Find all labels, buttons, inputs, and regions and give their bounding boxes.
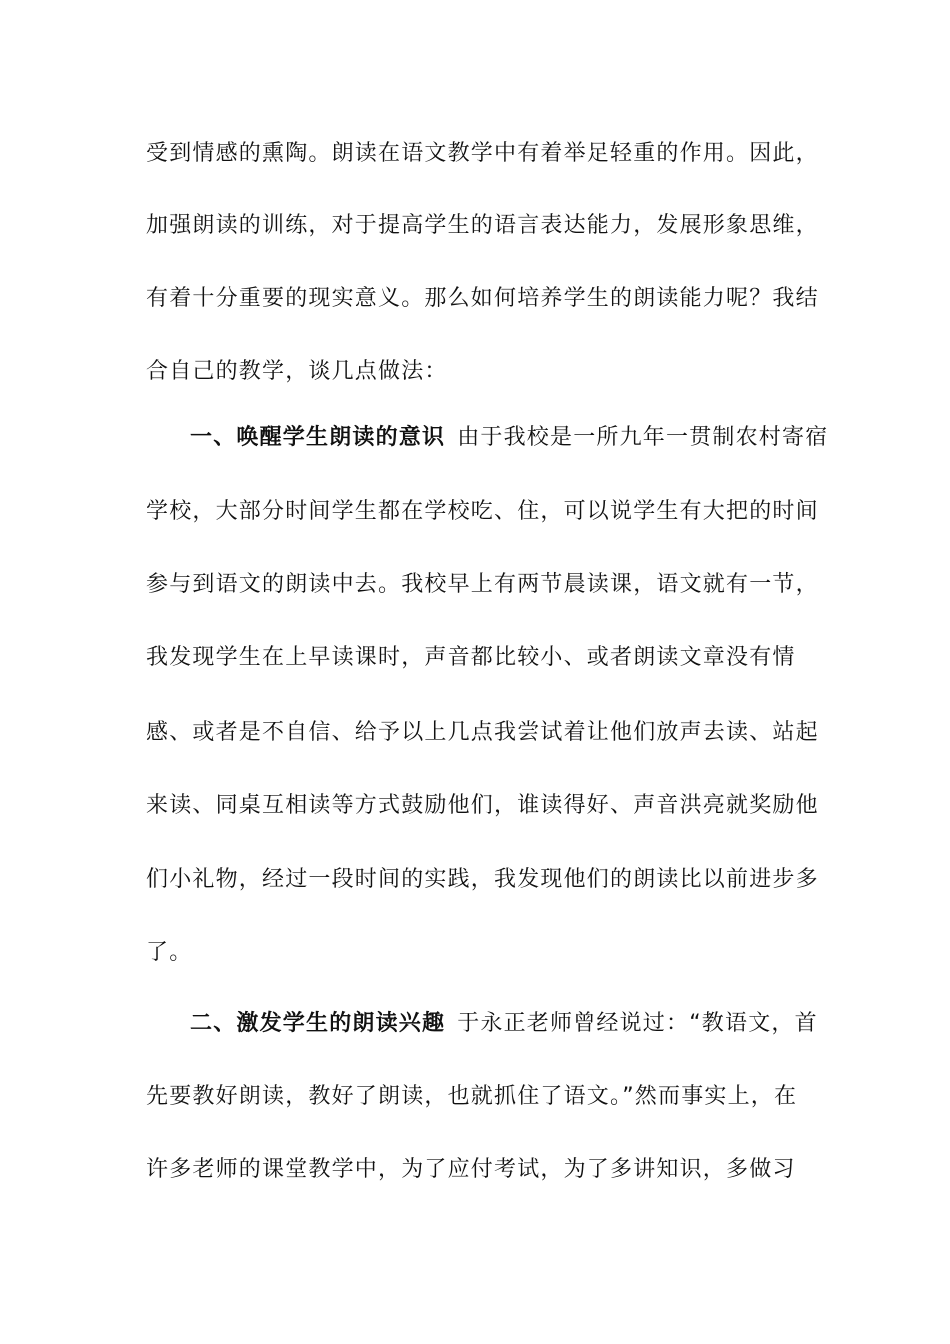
section-2-heading: 二、激发学生的朗读兴趣: [190, 1011, 446, 1036]
paragraph-line: 来读、同桌互相读等方式鼓励他们，谁读得好、声音洪亮就奖励他: [146, 793, 819, 818]
paragraph-line: 参与到语文的朗读中去。我校早上有两节晨读课，语文就有一节，: [146, 572, 819, 597]
section-2-text: 于永正老师曾经说过：“教语文，首: [457, 1011, 818, 1036]
section-1-heading: 一、唤醒学生朗读的意识: [190, 425, 446, 450]
paragraph-line: 受到情感的熏陶。朗读在语文教学中有着举足轻重的作用。因此，: [146, 141, 819, 166]
paragraph-line: 加强朗读的训练，对于提高学生的语言表达能力，发展形象思维，: [146, 213, 819, 238]
section-2-first-line: [190, 1009, 870, 1039]
paragraph-line: 们小礼物，经过一段时间的实践，我发现他们的朗读比以前进步多: [146, 867, 819, 892]
paragraph-line: 我发现学生在上早读课时，声音都比较小、或者朗读文章没有情: [146, 645, 796, 670]
paragraph-line: 感、或者是不自信、给予以上几点我尝试着让他们放声去读、站起: [146, 720, 819, 745]
section-1-first-line: [190, 423, 870, 453]
paragraph-line: 学校，大部分时间学生都在学校吃、住，可以说学生有大把的时间: [146, 499, 819, 524]
paragraph-line: 合自己的教学，谈几点做法：: [146, 359, 448, 384]
paragraph-line: 有着十分重要的现实意义。那么如何培养学生的朗读能力呢？我结: [146, 286, 819, 311]
paragraph-line: 了。: [146, 940, 193, 965]
section-1-text: 由于我校是一所九年一贯制农村寄宿: [457, 425, 829, 450]
paragraph-line: 许多老师的课堂教学中，为了应付考试，为了多讲知识，多做习: [146, 1157, 796, 1182]
paragraph-line: 先要教好朗读，教好了朗读，也就抓住了语文。”然而事实上，在: [146, 1084, 798, 1109]
